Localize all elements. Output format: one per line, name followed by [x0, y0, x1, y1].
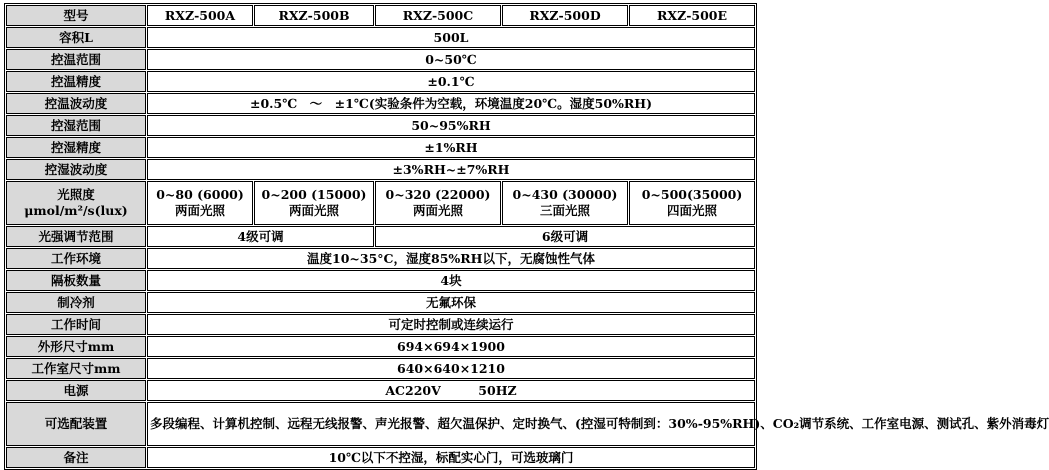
illuminance-cell-e	[629, 181, 755, 225]
illuminance-range: 0~430 (30000)	[512, 187, 618, 202]
illuminance-range: 0~80 (6000)	[156, 187, 244, 202]
row-outer-size	[6, 336, 755, 357]
row-refrigerant	[6, 292, 755, 313]
row-value: 0~50℃	[147, 49, 755, 70]
illuminance-range: 0~200 (15000)	[261, 187, 367, 202]
row-value: 可定时控制或连续运行	[147, 314, 755, 335]
row-value: 50~95%RH	[147, 115, 755, 136]
illuminance-cell-c	[375, 181, 501, 225]
illuminance-cell-d	[502, 181, 628, 225]
row-environment	[6, 248, 755, 269]
row-label: 工作室尺寸mm	[6, 358, 146, 379]
row-volume	[6, 27, 755, 48]
row-temp-precision	[6, 71, 755, 92]
row-label: 工作时间	[6, 314, 146, 335]
light-adjust-right: 6级可调	[375, 226, 755, 247]
illuminance-mode: 三面光照	[539, 203, 590, 218]
row-options	[6, 402, 755, 446]
row-value: ±0.5℃ ～ ±1℃(实验条件为空载，环境温度20℃。湿度50%RH)	[147, 93, 755, 114]
row-temp-range	[6, 49, 755, 70]
illuminance-label: 光照度	[57, 187, 95, 202]
row-value: 10℃以下不控湿，标配实心门，可选玻璃门	[147, 447, 755, 468]
row-temp-fluctuation	[6, 93, 755, 114]
illuminance-range: 0~320 (22000)	[385, 187, 491, 202]
row-label: 控温范围	[6, 49, 146, 70]
row-value: 694×694×1900	[147, 336, 755, 357]
row-label: 可选配装置	[6, 402, 146, 446]
illuminance-unit: μmol/m²/s(lux)	[24, 203, 128, 218]
model-a: RXZ-500A	[147, 5, 253, 26]
model-e: RXZ-500E	[629, 5, 755, 26]
header-label: 型号	[6, 5, 146, 26]
row-value: 640×640×1210	[147, 358, 755, 379]
row-label	[6, 181, 146, 225]
row-value: ±0.1℃	[147, 71, 755, 92]
row-label: 控湿波动度	[6, 159, 146, 180]
row-label: 电源	[6, 380, 146, 401]
model-c: RXZ-500C	[375, 5, 501, 26]
illuminance-cell-a	[147, 181, 253, 225]
row-label: 控湿范围	[6, 115, 146, 136]
row-chamber-size	[6, 358, 755, 379]
illuminance-mode: 两面光照	[412, 203, 463, 218]
row-label: 备注	[6, 447, 146, 468]
row-label: 隔板数量	[6, 270, 146, 291]
row-value: 4块	[147, 270, 755, 291]
illuminance-cell-b	[254, 181, 374, 225]
light-adjust-left: 4级可调	[147, 226, 374, 247]
header-row	[6, 5, 755, 26]
row-value: ±1%RH	[147, 137, 755, 158]
row-label: 外形尺寸mm	[6, 336, 146, 357]
row-value: AC220V 50HZ	[147, 380, 755, 401]
row-label: 控温精度	[6, 71, 146, 92]
row-value: 温度10~35°C，湿度85%RH以下，无腐蚀性气体	[147, 248, 755, 269]
row-value: 无氟环保	[147, 292, 755, 313]
row-label: 光强调节范围	[6, 226, 146, 247]
row-power	[6, 380, 755, 401]
row-humidity-precision	[6, 137, 755, 158]
row-value: ±3%RH~±7%RH	[147, 159, 755, 180]
row-value: 多段编程、计算机控制、远程无线报警、声光报警、超欠温保护、定时换气、(控湿可特制到：30%-95%RH)、CO₂调节系统、工作室电源、测试孔、紫外消毒灯	[147, 402, 755, 446]
row-label: 制冷剂	[6, 292, 146, 313]
row-label: 工作环境	[6, 248, 146, 269]
illuminance-mode: 两面光照	[288, 203, 339, 218]
model-d: RXZ-500D	[502, 5, 628, 26]
row-illuminance	[6, 181, 755, 225]
illuminance-mode: 四面光照	[666, 203, 717, 218]
row-label: 控温波动度	[6, 93, 146, 114]
spec-table	[4, 3, 1049, 470]
row-humidity-fluctuation	[6, 159, 755, 180]
row-work-time	[6, 314, 755, 335]
row-shelves	[6, 270, 755, 291]
row-label: 容积L	[6, 27, 146, 48]
model-b: RXZ-500B	[254, 5, 374, 26]
illuminance-mode: 两面光照	[174, 203, 225, 218]
row-humidity-range	[6, 115, 755, 136]
row-label: 控湿精度	[6, 137, 146, 158]
row-value: 500L	[147, 27, 755, 48]
row-remarks	[6, 447, 755, 468]
row-light-adjust	[6, 226, 755, 247]
illuminance-range: 0~500(35000)	[641, 187, 743, 202]
